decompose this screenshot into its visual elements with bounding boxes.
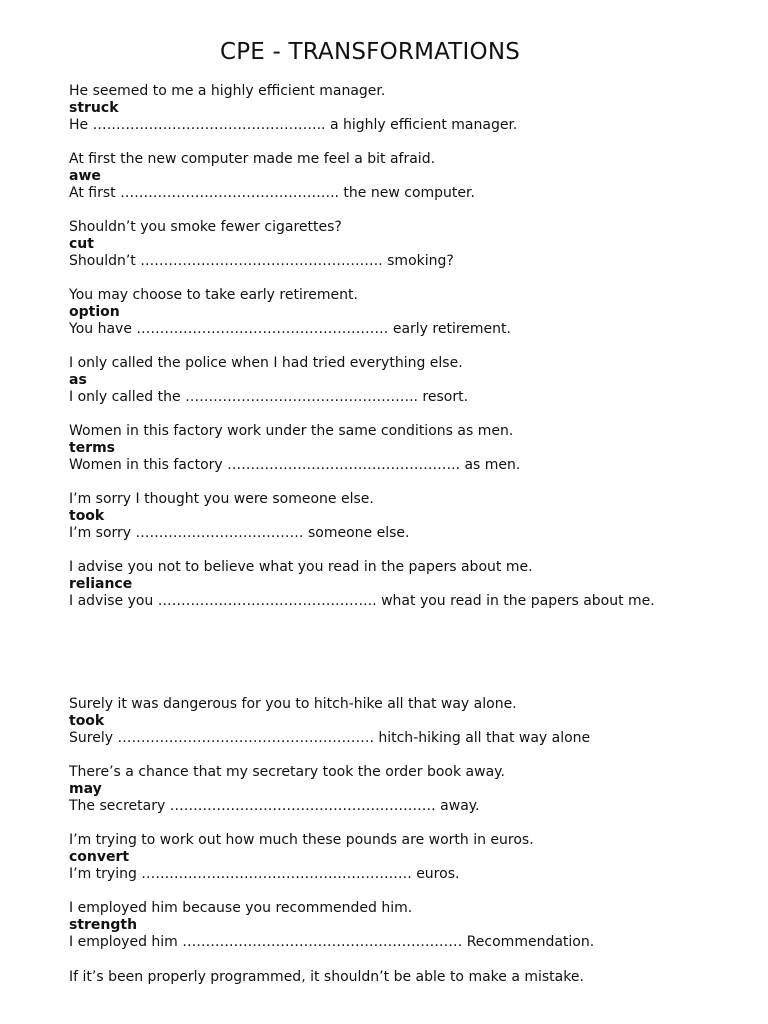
exercise-answer: I only called the ………………………………………….. resort. (69, 389, 469, 405)
exercise-prompt: I only called the police when I had tried everything else. (69, 355, 463, 371)
exercise-6 (69, 423, 675, 474)
exercise-2 (69, 151, 675, 202)
exercise-prompt: Women in this factory work under the same conditions as men. (69, 423, 514, 439)
exercise-prompt: Surely it was dangerous for you to hitch-hike all that way alone. (69, 696, 517, 712)
exercise-keyword: strength (69, 917, 138, 933)
exercise-prompt: I employed him because you recommended him. (69, 900, 413, 916)
exercise-answer: He ………………………………………….. a highly efficient manager. (69, 117, 518, 133)
exercise-answer: I advise you ……………………………………….. what you read in the papers about me. (69, 593, 655, 609)
exercise-8 (69, 559, 675, 610)
exercise-keyword: struck (69, 100, 119, 116)
exercise-keyword: as (69, 372, 87, 388)
exercise-11 (69, 832, 675, 883)
exercise-answer: I employed him …………………………………………………… Recommendation. (69, 934, 595, 950)
exercise-keyword: cut (69, 236, 94, 252)
exercise-keyword: awe (69, 168, 101, 184)
exercise-keyword: terms (69, 440, 116, 456)
exercise-answer: Women in this factory ………………………………………….. as men. (69, 457, 521, 473)
exercise-answer: At first ……………………………………….. the new computer. (69, 185, 475, 201)
exercise-keyword: took (69, 508, 105, 524)
exercise-prompt: There’s a chance that my secretary took the order book away. (69, 764, 505, 780)
exercise-answer: Shouldn’t ……………………………………………. smoking? (69, 253, 454, 269)
exercise-12 (69, 900, 675, 951)
exercise-answer: You have ……………………………………………… early retirement. (69, 321, 511, 337)
exercise-answer: The secretary ………………………………………………… away. (69, 798, 480, 814)
exercise-answer: I’m sorry ……………………………… someone else. (69, 525, 410, 541)
exercise-5 (69, 355, 675, 406)
exercise-9 (69, 696, 675, 747)
exercise-7 (69, 491, 675, 542)
exercise-4 (69, 287, 675, 338)
exercise-1 (69, 83, 675, 134)
exercise-prompt: I’m trying to work out how much these pounds are worth in euros. (69, 832, 534, 848)
page-title: CPE - TRANSFORMATIONS (219, 39, 521, 65)
exercise-prompt: If it’s been properly programmed, it shouldn’t be able to make a mistake. (69, 969, 584, 985)
exercise-keyword: convert (69, 849, 130, 865)
exercise-prompt: At first the new computer made me feel a bit afraid. (69, 151, 436, 167)
exercise-prompt: I’m sorry I thought you were someone else. (69, 491, 374, 507)
exercise-prompt: I advise you not to believe what you read in the papers about me. (69, 559, 533, 575)
exercise-prompt: He seemed to me a highly efficient manager. (69, 83, 386, 99)
exercise-answer: I’m trying …………………………………………………. euros. (69, 866, 460, 882)
exercise-answer: Surely ………………………………………………. hitch-hiking all that way alone (69, 730, 591, 746)
exercise-10 (69, 764, 675, 815)
exercise-keyword: option (69, 304, 120, 320)
exercise-13 (69, 969, 675, 986)
exercise-keyword: took (69, 713, 105, 729)
exercise-prompt: You may choose to take early retirement. (69, 287, 358, 303)
exercise-3 (69, 219, 675, 270)
exercise-prompt: Shouldn’t you smoke fewer cigarettes? (69, 219, 342, 235)
exercise-keyword: reliance (69, 576, 133, 592)
exercise-keyword: may (69, 781, 102, 797)
